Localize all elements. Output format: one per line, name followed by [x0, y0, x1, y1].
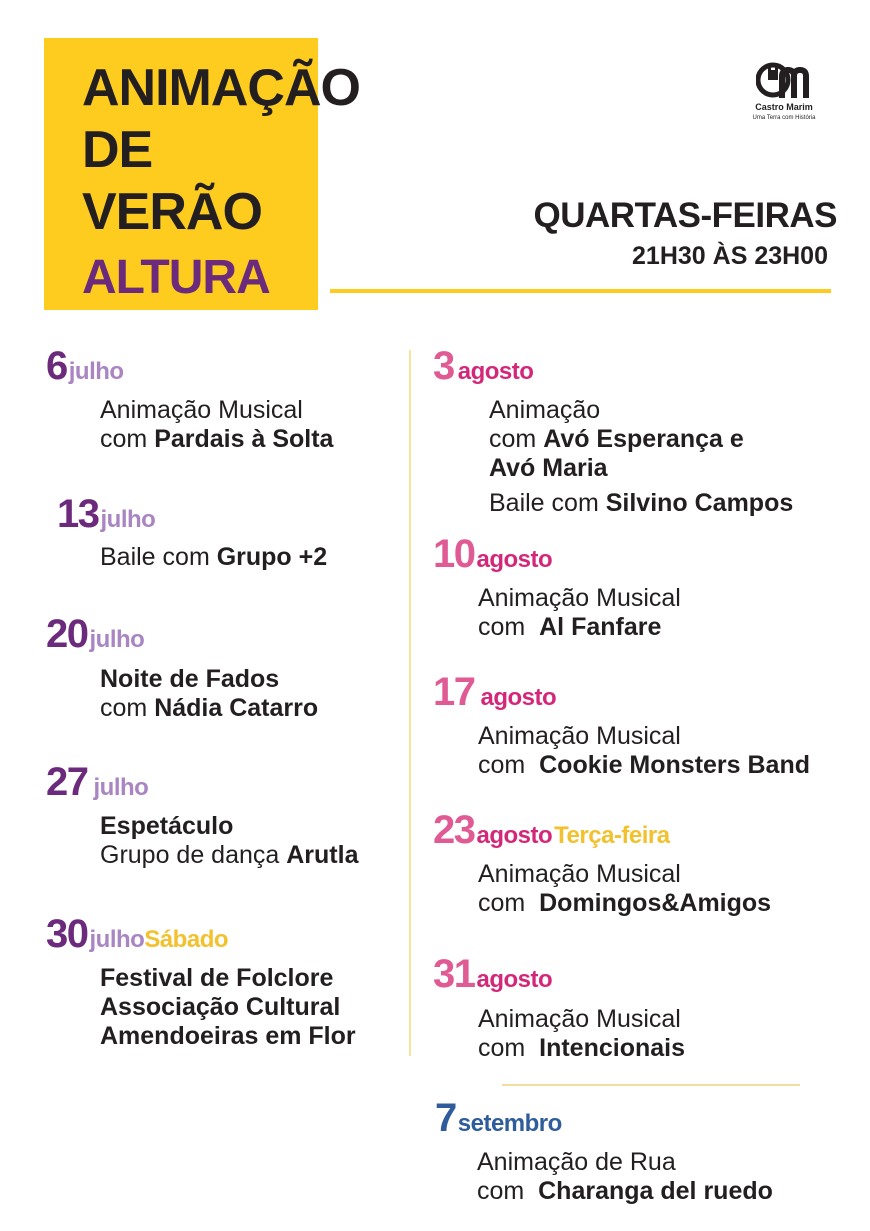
event-description [100, 396, 333, 454]
event-day: 27 [46, 760, 88, 804]
event-performer: Al Fanfare [539, 613, 662, 641]
event-text: Animação Musical [478, 860, 681, 888]
event-description [478, 584, 681, 642]
event-description [100, 543, 327, 572]
event-day: 7 [435, 1096, 456, 1140]
event-performer: Pardais à Solta [154, 425, 334, 453]
event-line [100, 694, 318, 723]
event-description [478, 860, 771, 918]
event-title: Espetáculo [100, 812, 234, 840]
event-month: agosto [476, 822, 553, 849]
event-line [478, 613, 681, 642]
schedule-hours: 21H30 ÀS 23H00 [632, 242, 828, 270]
event-text: com [489, 425, 544, 453]
event-performer: Avó Esperança e [543, 425, 744, 453]
event-performer: Domingos&Amigos [539, 889, 772, 917]
event-date [433, 670, 556, 715]
event-text: Animação Musical [100, 396, 303, 424]
title-line-3: VERÃO [82, 183, 262, 241]
title-line-1: ANIMAÇÃO [82, 59, 360, 117]
event-title: Noite de Fados [100, 665, 280, 693]
column-divider [409, 350, 411, 1056]
castle-cm-icon [756, 60, 812, 102]
event-description [478, 1005, 685, 1063]
event-date [57, 492, 155, 537]
event-day: 3 [433, 344, 454, 388]
event-date [46, 612, 144, 657]
event-month: julho [68, 358, 124, 385]
schedule-days: QUARTAS-FEIRAS [533, 196, 837, 235]
event-text: Grupo de dança [100, 841, 287, 869]
event-text: com [100, 694, 155, 722]
event-text: Baile com [100, 543, 217, 571]
event-text: com [478, 889, 540, 917]
event-day: 13 [57, 492, 99, 536]
event-month: julho [100, 506, 156, 533]
event-month: setembro [457, 1110, 562, 1137]
title-subtitle-location: ALTURA [82, 251, 270, 304]
title-line-2: DE [82, 121, 153, 179]
event-month: julho [89, 626, 145, 653]
event-day: 20 [46, 612, 88, 656]
event-line [478, 860, 771, 889]
event-text: Animação de Rua [477, 1148, 676, 1176]
event-date [46, 344, 124, 389]
event-description [478, 722, 810, 780]
event-performer: Avó Maria [489, 454, 608, 482]
event-date [435, 1096, 562, 1141]
event-description [489, 396, 793, 518]
event-date [46, 760, 148, 805]
event-line [478, 584, 681, 613]
event-line [478, 722, 810, 751]
event-month: julho [89, 926, 145, 953]
event-month: agosto [457, 358, 534, 385]
castro-marim-logo [738, 60, 830, 126]
event-line [100, 665, 318, 694]
header-divider [330, 289, 831, 293]
event-performer: Intencionais [539, 1034, 685, 1062]
event-day: 31 [433, 952, 475, 996]
event-text: com [477, 1177, 539, 1205]
event-line [100, 1022, 356, 1051]
event-date [433, 808, 670, 853]
event-date [46, 912, 228, 957]
event-day: 6 [46, 344, 67, 388]
event-line [478, 1005, 685, 1034]
event-month: julho [93, 774, 149, 801]
event-line [489, 454, 793, 483]
event-text: com [100, 425, 155, 453]
event-title: Festival de Folclore [100, 964, 334, 992]
logo-name: Castro Marim [755, 102, 813, 112]
event-weekday: Sábado [144, 926, 229, 953]
event-line [478, 1034, 685, 1063]
event-line [100, 993, 356, 1022]
event-day: 30 [46, 912, 88, 956]
event-day: 23 [433, 808, 475, 852]
event-month: agosto [480, 684, 557, 711]
event-text: com [478, 751, 540, 779]
event-performer: Amendoeiras em Flor [100, 1022, 356, 1050]
event-month: agosto [476, 966, 553, 993]
september-divider [502, 1084, 800, 1086]
event-line [100, 396, 333, 425]
event-weekday: Terça-feira [554, 822, 670, 849]
event-performer: Associação Cultural [100, 993, 341, 1021]
event-day: 17 [433, 670, 475, 714]
event-line [477, 1148, 773, 1177]
event-line [100, 841, 358, 870]
event-month: agosto [476, 546, 553, 573]
event-line [489, 425, 793, 454]
event-description [100, 964, 356, 1051]
event-date [433, 532, 552, 577]
event-day: 10 [433, 532, 475, 576]
event-text: Animação [489, 396, 601, 424]
event-line [100, 543, 327, 572]
event-text: Animação Musical [478, 584, 681, 612]
event-line [478, 889, 771, 918]
event-line [100, 425, 333, 454]
event-text: com [478, 613, 540, 641]
event-description [100, 812, 358, 870]
event-line [478, 751, 810, 780]
event-performer: Charanga del ruedo [538, 1177, 773, 1205]
event-text: com [478, 1034, 540, 1062]
event-line [477, 1177, 773, 1206]
event-performer: Silvino Campos [605, 489, 794, 517]
event-text: Baile com [489, 489, 606, 517]
event-date [433, 952, 552, 997]
event-line [100, 812, 358, 841]
event-line [489, 489, 793, 518]
logo-tagline: Uma Terra com História [752, 115, 816, 121]
event-text: Animação Musical [478, 722, 681, 750]
event-description [477, 1148, 773, 1206]
event-line [489, 396, 793, 425]
event-description [100, 665, 318, 723]
event-performer: Nádia Catarro [154, 694, 319, 722]
event-performer: Cookie Monsters Band [539, 751, 810, 779]
event-text: Animação Musical [478, 1005, 681, 1033]
event-line [100, 964, 356, 993]
event-performer: Grupo +2 [216, 543, 328, 571]
event-performer: Arutla [286, 841, 359, 869]
event-date [433, 344, 533, 389]
